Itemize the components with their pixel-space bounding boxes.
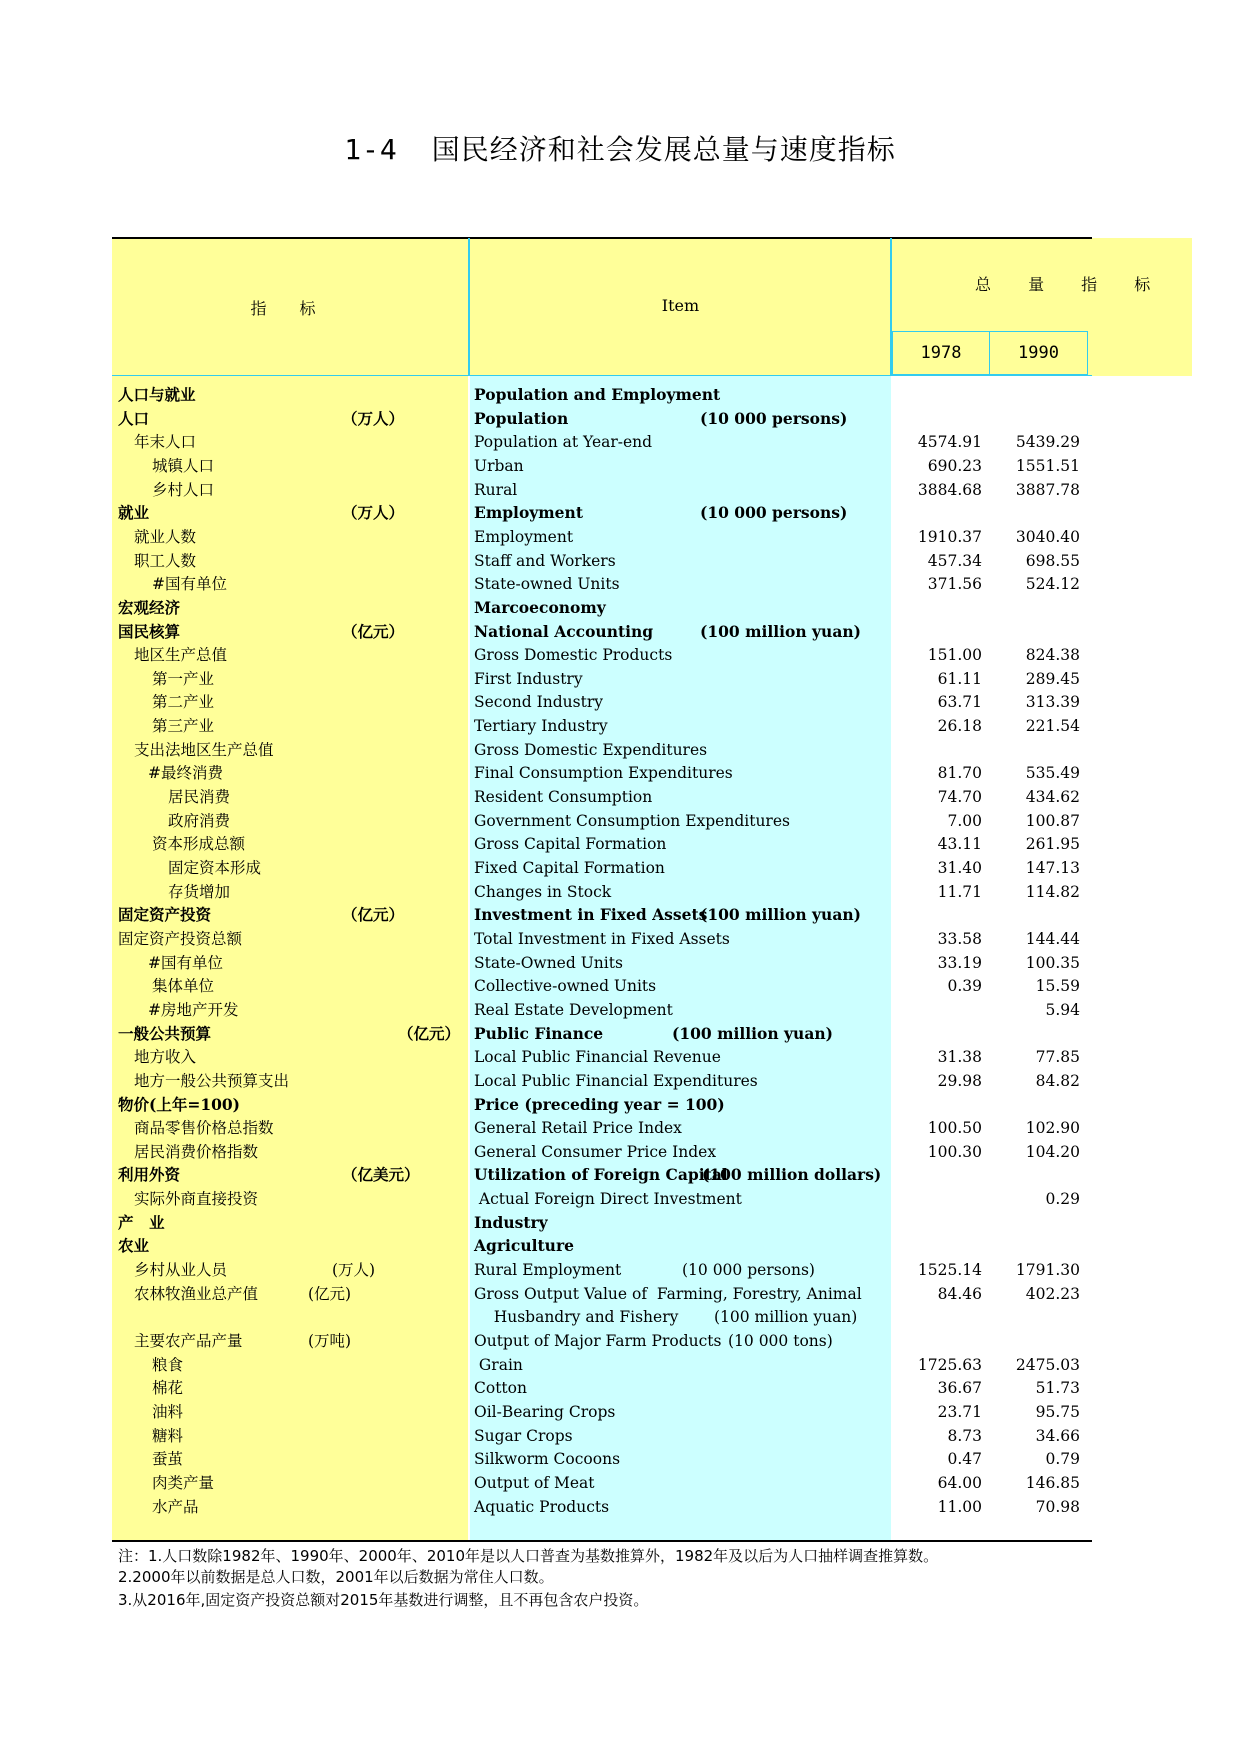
value-1990: 102.90 bbox=[1025, 1119, 1080, 1138]
item-name: Staff and Workers bbox=[474, 551, 616, 570]
value-1978: 33.58 bbox=[937, 929, 982, 948]
value-1990: 104.20 bbox=[1025, 1142, 1080, 1161]
indicator-name: 集体单位 bbox=[152, 977, 215, 996]
note-line: 2.2000年以前数据是总人口数，2001年以后数据为常住人口数。 bbox=[118, 1568, 554, 1586]
value-1990: 5439.29 bbox=[1015, 433, 1080, 452]
table-row bbox=[0, 549, 1240, 573]
value-1990: 698.55 bbox=[1025, 551, 1080, 570]
item-name: Employment bbox=[474, 503, 583, 523]
table-row bbox=[0, 785, 1240, 809]
item-name: Aquatic Products bbox=[474, 1497, 610, 1516]
value-1978: 1525.14 bbox=[917, 1261, 982, 1280]
item-unit: (10 000 persons) bbox=[700, 408, 848, 428]
item-name: Collective-owned Units bbox=[474, 977, 657, 996]
table-row bbox=[0, 1424, 1240, 1448]
indicator-name: 物价(上年=100) bbox=[118, 1094, 241, 1114]
table-title: 国民经济和社会发展总量与速度指标 bbox=[431, 133, 896, 166]
indicator-name: 存货增加 bbox=[168, 882, 231, 901]
value-1990: 15.59 bbox=[1035, 977, 1080, 996]
indicator-name: #国有单位 bbox=[148, 953, 223, 972]
table-row bbox=[0, 690, 1240, 714]
indicator-name: 地方收入 bbox=[134, 1048, 197, 1067]
indicator-unit: （亿美元） bbox=[342, 1165, 420, 1185]
indicator-unit: （亿元） bbox=[342, 621, 405, 641]
table-row bbox=[0, 454, 1240, 478]
value-1990: 114.82 bbox=[1025, 882, 1080, 901]
table-row bbox=[0, 1140, 1240, 1164]
item-unit: (100 million yuan) bbox=[672, 1023, 833, 1043]
table-row bbox=[0, 1447, 1240, 1471]
value-1990: 77.85 bbox=[1035, 1048, 1080, 1067]
item-name: Local Public Financial Expenditures bbox=[474, 1071, 758, 1090]
value-1978: 61.11 bbox=[937, 669, 982, 688]
value-1978: 23.71 bbox=[937, 1402, 982, 1421]
table-row bbox=[0, 809, 1240, 833]
item-name: First Industry bbox=[474, 669, 583, 688]
indicator-name: 产 业 bbox=[118, 1212, 165, 1232]
value-1978: 100.50 bbox=[927, 1119, 982, 1138]
table-row bbox=[0, 1234, 1240, 1258]
item-name: National Accounting bbox=[474, 621, 654, 641]
item-name: Employment bbox=[474, 527, 574, 546]
indicator-name: 国民核算 bbox=[118, 621, 181, 641]
item-name: Output of Major Farm Products bbox=[474, 1332, 722, 1350]
indicator-name: 肉类产量 bbox=[152, 1473, 215, 1492]
value-1990: 402.23 bbox=[1025, 1284, 1080, 1303]
value-1990: 261.95 bbox=[1025, 835, 1080, 854]
item-unit: (10 000 tons) bbox=[728, 1332, 833, 1350]
indicator-name: 商品零售价格总指数 bbox=[134, 1119, 274, 1138]
item-name: Industry bbox=[474, 1212, 548, 1232]
value-1990: 0.29 bbox=[1045, 1190, 1080, 1209]
indicator-name: 利用外资 bbox=[118, 1165, 181, 1185]
item-name: Tertiary Industry bbox=[474, 717, 608, 736]
value-1978: 0.39 bbox=[947, 977, 982, 996]
value-1990: 51.73 bbox=[1035, 1379, 1080, 1398]
table-row bbox=[0, 430, 1240, 454]
item-name: Silkworm Cocoons bbox=[474, 1450, 621, 1469]
table-row bbox=[0, 761, 1240, 785]
indicator-unit: (亿元) bbox=[308, 1284, 352, 1303]
indicator-name: 乡村从业人员 bbox=[134, 1261, 228, 1280]
item-unit: (10 000 persons) bbox=[700, 503, 848, 523]
item-name: Final Consumption Expenditures bbox=[474, 764, 733, 783]
value-1978: 33.19 bbox=[937, 953, 982, 972]
value-1978: 4574.91 bbox=[917, 433, 982, 452]
value-1978: 690.23 bbox=[927, 456, 982, 475]
value-1978: 36.67 bbox=[937, 1379, 982, 1398]
item-name: Population at Year-end bbox=[474, 433, 653, 452]
table-row bbox=[0, 714, 1240, 738]
value-1990: 3040.40 bbox=[1015, 527, 1080, 546]
indicator-name: 粮食 bbox=[152, 1355, 184, 1374]
table-row bbox=[0, 667, 1240, 691]
item-name: Oil-Bearing Crops bbox=[474, 1402, 616, 1421]
note-line: 注：1.人口数除1982年、1990年、2000年、2010年是以人口普查为基数推算外，1982年及以后为人口抽样调查推算数。 bbox=[118, 1547, 939, 1565]
value-1990: 147.13 bbox=[1025, 859, 1080, 877]
item-name: General Consumer Price Index bbox=[474, 1142, 717, 1161]
indicator-name: 第三产业 bbox=[152, 717, 215, 736]
indicator-name: 就业人数 bbox=[134, 527, 197, 546]
indicator-name: 蚕茧 bbox=[152, 1450, 184, 1469]
indicator-unit: (万人) bbox=[332, 1261, 376, 1280]
table-row bbox=[0, 927, 1240, 951]
value-1990: 824.38 bbox=[1025, 646, 1080, 665]
indicator-unit: （亿元） bbox=[342, 905, 405, 925]
value-1990: 95.75 bbox=[1035, 1402, 1080, 1421]
table-row bbox=[0, 1376, 1240, 1400]
value-1978: 100.30 bbox=[927, 1142, 982, 1161]
table-row bbox=[0, 478, 1240, 502]
table-row bbox=[0, 1258, 1240, 1282]
value-1990: 434.62 bbox=[1025, 788, 1080, 807]
value-1990: 1551.51 bbox=[1015, 456, 1080, 475]
value-1978: 8.73 bbox=[947, 1426, 982, 1445]
indicator-name: 一般公共预算 bbox=[118, 1023, 212, 1043]
value-1978: 3884.68 bbox=[917, 480, 982, 499]
value-1990: 100.35 bbox=[1025, 953, 1080, 972]
table-row bbox=[0, 1022, 1240, 1046]
table-row bbox=[0, 1093, 1240, 1117]
item-name: Gross Capital Formation bbox=[474, 835, 667, 854]
indicator-name: 资本形成总额 bbox=[152, 835, 246, 854]
indicator-name: 城镇人口 bbox=[152, 456, 215, 475]
indicator-unit: （万人） bbox=[342, 503, 405, 523]
item-name: Actual Foreign Direct Investment bbox=[474, 1190, 742, 1209]
table-row bbox=[0, 643, 1240, 667]
item-name: Grain bbox=[474, 1355, 523, 1374]
indicator-name: 地区生产总值 bbox=[134, 646, 228, 665]
value-1978: 74.70 bbox=[937, 788, 982, 807]
table-row bbox=[0, 1353, 1240, 1377]
indicator-name: 固定资本形成 bbox=[168, 859, 262, 877]
table-row bbox=[0, 832, 1240, 856]
table-row bbox=[0, 1163, 1240, 1187]
indicator-name: 乡村人口 bbox=[152, 480, 215, 499]
table-row bbox=[0, 1495, 1240, 1519]
indicator-name: 宏观经济 bbox=[118, 597, 181, 617]
value-1978: 371.56 bbox=[927, 575, 982, 594]
value-1978: 81.70 bbox=[937, 764, 982, 783]
value-1978: 31.38 bbox=[937, 1048, 982, 1067]
value-1990: 70.98 bbox=[1035, 1497, 1080, 1516]
indicator-name: 人口 bbox=[118, 408, 150, 428]
table-row bbox=[0, 1471, 1240, 1495]
table-row bbox=[0, 738, 1240, 762]
indicator-name: 实际外商直接投资 bbox=[134, 1190, 259, 1209]
item-name: State-Owned Units bbox=[474, 953, 623, 972]
value-1978: 43.11 bbox=[937, 835, 982, 854]
indicator-name: 第一产业 bbox=[152, 669, 215, 688]
value-1978: 31.40 bbox=[937, 859, 982, 877]
item-name: Gross Domestic Products bbox=[474, 646, 673, 665]
table-row bbox=[0, 856, 1240, 880]
indicator-name: 就业 bbox=[118, 503, 150, 523]
note-line: 3.从2016年,固定资产投资总额对2015年基数进行调整，且不再包含农户投资。 bbox=[118, 1591, 649, 1609]
value-1978: 11.71 bbox=[937, 882, 982, 901]
item-unit: (100 million yuan) bbox=[714, 1308, 858, 1327]
item-name: Utilization of Foreign Capital bbox=[474, 1165, 728, 1185]
item-unit: (100 million yuan) bbox=[700, 905, 861, 925]
table-row bbox=[0, 998, 1240, 1022]
table-row bbox=[0, 1211, 1240, 1235]
indicator-name: 糖料 bbox=[152, 1426, 184, 1445]
header-item-label: Item bbox=[661, 296, 700, 315]
value-1978: 457.34 bbox=[927, 551, 982, 570]
item-name: Government Consumption Expenditures bbox=[474, 811, 790, 830]
indicator-unit: (万吨) bbox=[308, 1332, 352, 1350]
table-row bbox=[0, 903, 1240, 927]
item-unit: (100 million dollars) bbox=[702, 1165, 882, 1185]
table-row bbox=[0, 407, 1240, 431]
value-1990: 100.87 bbox=[1025, 811, 1080, 830]
item-name: Total Investment in Fixed Assets bbox=[474, 929, 730, 948]
value-1990: 1791.30 bbox=[1015, 1261, 1080, 1280]
item-name: Price (preceding year = 100) bbox=[474, 1094, 725, 1114]
table-row bbox=[0, 1187, 1240, 1211]
indicator-name: 油料 bbox=[152, 1402, 184, 1421]
table-number: 1-4 bbox=[344, 133, 398, 166]
table-top-rule bbox=[112, 237, 1092, 239]
value-1978: 1910.37 bbox=[917, 527, 982, 546]
item-name: Output of Meat bbox=[474, 1473, 595, 1492]
value-1990: 289.45 bbox=[1025, 669, 1080, 688]
indicator-name: 农业 bbox=[118, 1236, 150, 1256]
item-name: Gross Output Value of Farming, Forestry, Animal bbox=[474, 1284, 862, 1303]
value-1978: 0.47 bbox=[947, 1450, 982, 1469]
table-row bbox=[0, 572, 1240, 596]
indicator-name: 水产品 bbox=[152, 1497, 199, 1516]
indicator-name: 固定资产投资 bbox=[118, 905, 212, 925]
item-name: Population bbox=[474, 408, 569, 428]
item-name: Investment in Fixed Assets bbox=[474, 905, 708, 925]
indicator-name: 居民消费 bbox=[168, 788, 231, 807]
value-1990: 3887.78 bbox=[1015, 480, 1080, 499]
item-name: Urban bbox=[474, 456, 524, 475]
indicator-name: 地方一般公共预算支出 bbox=[134, 1071, 290, 1090]
value-1990: 2475.03 bbox=[1015, 1355, 1080, 1374]
indicator-name: 农林牧渔业总产值 bbox=[134, 1284, 259, 1303]
table-row bbox=[0, 1400, 1240, 1424]
indicator-name: 人口与就业 bbox=[118, 385, 196, 404]
year-header-1978: 1978 bbox=[892, 331, 990, 375]
item-name: Public Finance bbox=[474, 1023, 604, 1043]
table-bottom-rule bbox=[112, 1540, 1092, 1542]
value-1978: 63.71 bbox=[937, 693, 982, 712]
item-name: Population and Employment bbox=[474, 385, 721, 404]
header-total-label: 总 量 指 标 bbox=[975, 275, 1167, 294]
indicator-name: 政府消费 bbox=[168, 811, 231, 830]
table-row bbox=[0, 383, 1240, 407]
indicator-name: 主要农产品产量 bbox=[134, 1332, 243, 1350]
value-1990: 34.66 bbox=[1035, 1426, 1080, 1445]
value-1990: 535.49 bbox=[1025, 764, 1080, 783]
indicator-name: #国有单位 bbox=[152, 575, 227, 594]
item-unit: (100 million yuan) bbox=[700, 621, 861, 641]
item-name: Rural Employment bbox=[474, 1261, 622, 1280]
value-1978: 26.18 bbox=[937, 717, 982, 736]
value-1990: 146.85 bbox=[1025, 1473, 1080, 1492]
table-row bbox=[0, 951, 1240, 975]
table-row bbox=[0, 1116, 1240, 1140]
value-1990: 221.54 bbox=[1025, 717, 1080, 736]
header-indicator-label: 指 标 bbox=[250, 299, 330, 318]
table-row bbox=[0, 620, 1240, 644]
item-name: Rural bbox=[474, 480, 518, 499]
value-1978: 11.00 bbox=[937, 1497, 982, 1516]
item-name: Changes in Stock bbox=[474, 882, 612, 901]
value-1978: 7.00 bbox=[947, 811, 982, 830]
item-name: Agriculture bbox=[474, 1236, 574, 1256]
indicator-name: #最终消费 bbox=[148, 764, 223, 783]
value-1990: 0.79 bbox=[1045, 1450, 1080, 1469]
item-name: Gross Domestic Expenditures bbox=[474, 740, 708, 759]
value-1978: 151.00 bbox=[927, 646, 982, 665]
indicator-name: 职工人数 bbox=[134, 551, 197, 570]
indicator-name: 年末人口 bbox=[134, 433, 197, 452]
table-row bbox=[0, 501, 1240, 525]
year-header-1990: 1990 bbox=[989, 331, 1088, 375]
table-row bbox=[0, 596, 1240, 620]
value-1990: 84.82 bbox=[1035, 1071, 1080, 1090]
item-name: Fixed Capital Formation bbox=[474, 859, 665, 877]
indicator-unit: （万人） bbox=[342, 408, 405, 428]
value-1978: 1725.63 bbox=[917, 1355, 982, 1374]
item-name: Marcoeconomy bbox=[474, 597, 606, 617]
indicator-name: 第二产业 bbox=[152, 693, 215, 712]
table-row bbox=[0, 1329, 1240, 1353]
indicator-name: #房地产开发 bbox=[148, 1000, 239, 1019]
value-1978: 29.98 bbox=[937, 1071, 982, 1090]
item-unit: (10 000 persons) bbox=[682, 1261, 815, 1280]
item-name: General Retail Price Index bbox=[474, 1119, 682, 1138]
table-row bbox=[0, 525, 1240, 549]
item-name: Second Industry bbox=[474, 693, 603, 712]
item-name: Real Estate Development bbox=[474, 1000, 673, 1019]
table-row bbox=[0, 1069, 1240, 1093]
value-1990: 313.39 bbox=[1025, 693, 1080, 712]
item-name: Husbandry and Fishery bbox=[474, 1308, 679, 1327]
table-row bbox=[0, 1305, 1240, 1329]
value-1978: 84.46 bbox=[937, 1284, 982, 1303]
page-title bbox=[0, 128, 1240, 168]
value-1990: 5.94 bbox=[1045, 1000, 1080, 1019]
value-1990: 524.12 bbox=[1025, 575, 1080, 594]
item-name: Local Public Financial Revenue bbox=[474, 1048, 721, 1067]
item-name: State-owned Units bbox=[474, 575, 620, 594]
indicator-name: 支出法地区生产总值 bbox=[134, 740, 274, 759]
value-1978: 64.00 bbox=[937, 1473, 982, 1492]
value-1990: 144.44 bbox=[1025, 929, 1080, 948]
table-row bbox=[0, 880, 1240, 904]
indicator-name: 固定资产投资总额 bbox=[118, 929, 243, 948]
table-row bbox=[0, 1282, 1240, 1306]
indicator-name: 居民消费价格指数 bbox=[134, 1142, 259, 1161]
item-name: Sugar Crops bbox=[474, 1426, 573, 1445]
indicator-unit: （亿元） bbox=[398, 1023, 461, 1043]
indicator-name: 棉花 bbox=[152, 1379, 184, 1398]
item-name: Cotton bbox=[474, 1379, 527, 1398]
table-row bbox=[0, 1045, 1240, 1069]
table-row bbox=[0, 974, 1240, 998]
item-name: Resident Consumption bbox=[474, 788, 653, 807]
